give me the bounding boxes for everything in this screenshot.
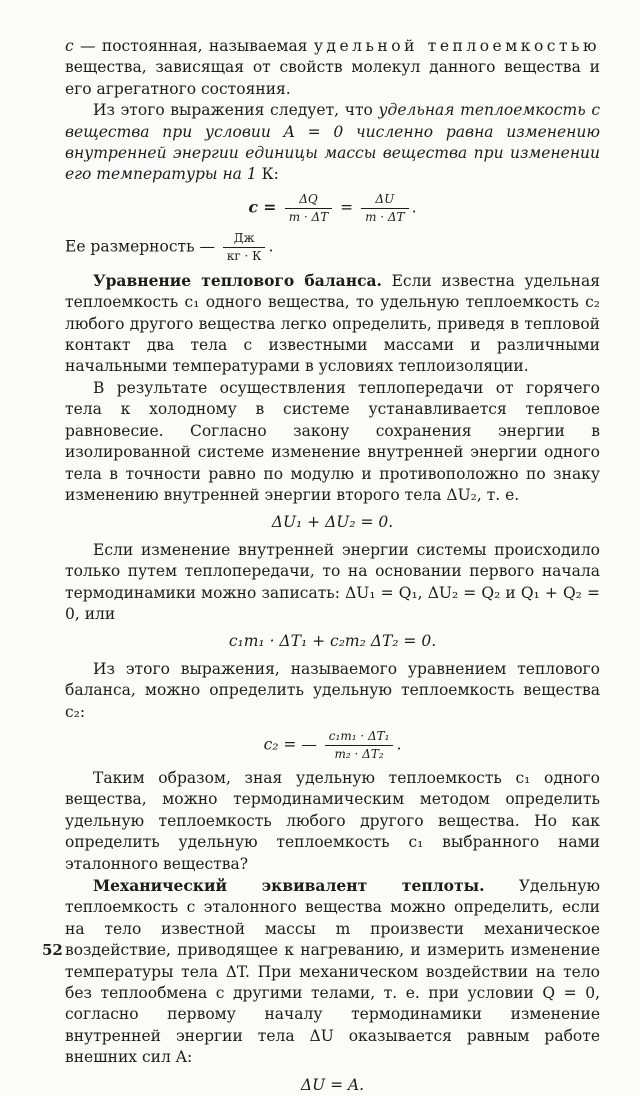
- paragraph-first-law: Если изменение внутренней энергии системы происходило только путем теплопередачи, то на основании первого начала термодинамики можно записать: ΔU₁ = Q₁, ΔU₂ = Q₂ и Q₁ + Q₂ = 0, или: [65, 540, 600, 623]
- denominator: m · ΔT: [365, 209, 405, 224]
- paragraph-heat-transfer: В результате осуществления теплопередачи от горячего тела к холодному в системе устанавливается тепловое равновесие. Согласно закону сохранения энергии в изолированной системе изменение внутренней энергии одного тела в точности равно по модулю и противоположно по знаку изменению внутренней энергии второго тела ΔU₂, т. е.: [65, 378, 600, 504]
- italic-statement: удельная теплоемкость c вещества при условии A = 0 численно равна изменению внутренней энергии единицы массы вещества при изменении его температуры на 1: [65, 101, 600, 184]
- dimension-line: [65, 231, 600, 264]
- equation-specific-heat: [65, 192, 600, 225]
- paragraph-mechanical-equivalent: [65, 875, 600, 1069]
- numerator: ΔU: [361, 192, 409, 209]
- dimension-fraction: [223, 231, 266, 264]
- numerator: Дж: [223, 231, 266, 248]
- paragraph-heat-balance: [65, 270, 600, 378]
- denominator: m · ΔT: [288, 209, 329, 224]
- text: — постоянная, называемая: [73, 37, 314, 55]
- equation-energy-sum: ΔU₁ + ΔU₂ = 0.: [271, 513, 394, 532]
- section-heading: Уравнение теплового баланса.: [93, 270, 382, 290]
- paragraph-specific-heat-definition: [65, 36, 600, 100]
- fraction: [325, 729, 394, 762]
- paragraph-balance-equation: Из этого выражения, называемого уравнением теплового баланса, можно определить удельную теплоемкость вещества c₂:: [65, 659, 600, 721]
- denominator: m₂ · ΔT₂: [334, 746, 384, 761]
- text: Из этого выражения следует, что: [93, 101, 379, 120]
- text: вещества, зависящая от свойств молекул данного вещества и его агрегатного состояния.: [65, 58, 600, 98]
- dimension-end: .: [268, 237, 274, 256]
- paragraph-conclusion: [65, 100, 600, 186]
- equation-work: ΔU = A.: [300, 1075, 365, 1094]
- denominator: кг · К: [226, 248, 262, 263]
- text: К:: [256, 165, 279, 184]
- eq-lhs: c₂ = —: [263, 735, 322, 754]
- paragraph-thermodynamic-method: Таким образом, зная удельную теплоемкость c₁ одного вещества, можно термодинамическим методом определить удельную теплоемкость любого другого вещества. Но как определить удельную теплоемкость c₁ выбранного нами эталонного вещества?: [65, 768, 600, 873]
- numerator: c₁m₁ · ΔT₁: [325, 729, 394, 746]
- symbol-c: c: [65, 37, 74, 55]
- numerator: ΔQ: [285, 192, 333, 209]
- text: Если известна удельная теплоемкость c₁ одного вещества, то удельную теплоемкость c₂ любого другого вещества легко определить, приведя в тепловой контакт два тела с известными массами и различными начальными температурами в условиях теплоизоляции.: [65, 271, 601, 376]
- equation-balance: c₁m₁ · ΔT₁ + c₂m₂ ΔT₂ = 0.: [228, 632, 437, 651]
- page-number: 52: [42, 941, 63, 959]
- dimension-label: Ее размерность —: [65, 237, 220, 256]
- fraction: [285, 192, 333, 225]
- spaced-term: удельной теплоемкостью: [313, 37, 600, 55]
- equation-c2: [65, 729, 600, 762]
- eq-end: .: [396, 735, 402, 754]
- eq-end: .: [411, 198, 417, 217]
- fraction: [361, 192, 409, 225]
- eq-sign: =: [335, 198, 359, 217]
- eq-lhs: c =: [248, 197, 282, 217]
- text: Удельную теплоемкость c эталонного вещества можно определить, если на тело известной массы m произвести механическое воздействие, приводящее к нагреванию, и измерить изменение температуры тела ΔT. При механическом воздействии на тело без теплообмена с другими телами, т. е. при условии Q = 0, согласно первому началу термодинамики изменение внутренней энергии тела ΔU оказывается равным работе внешних сил A:: [65, 877, 600, 1067]
- section-heading: Механический эквивалент теплоты.: [93, 876, 485, 895]
